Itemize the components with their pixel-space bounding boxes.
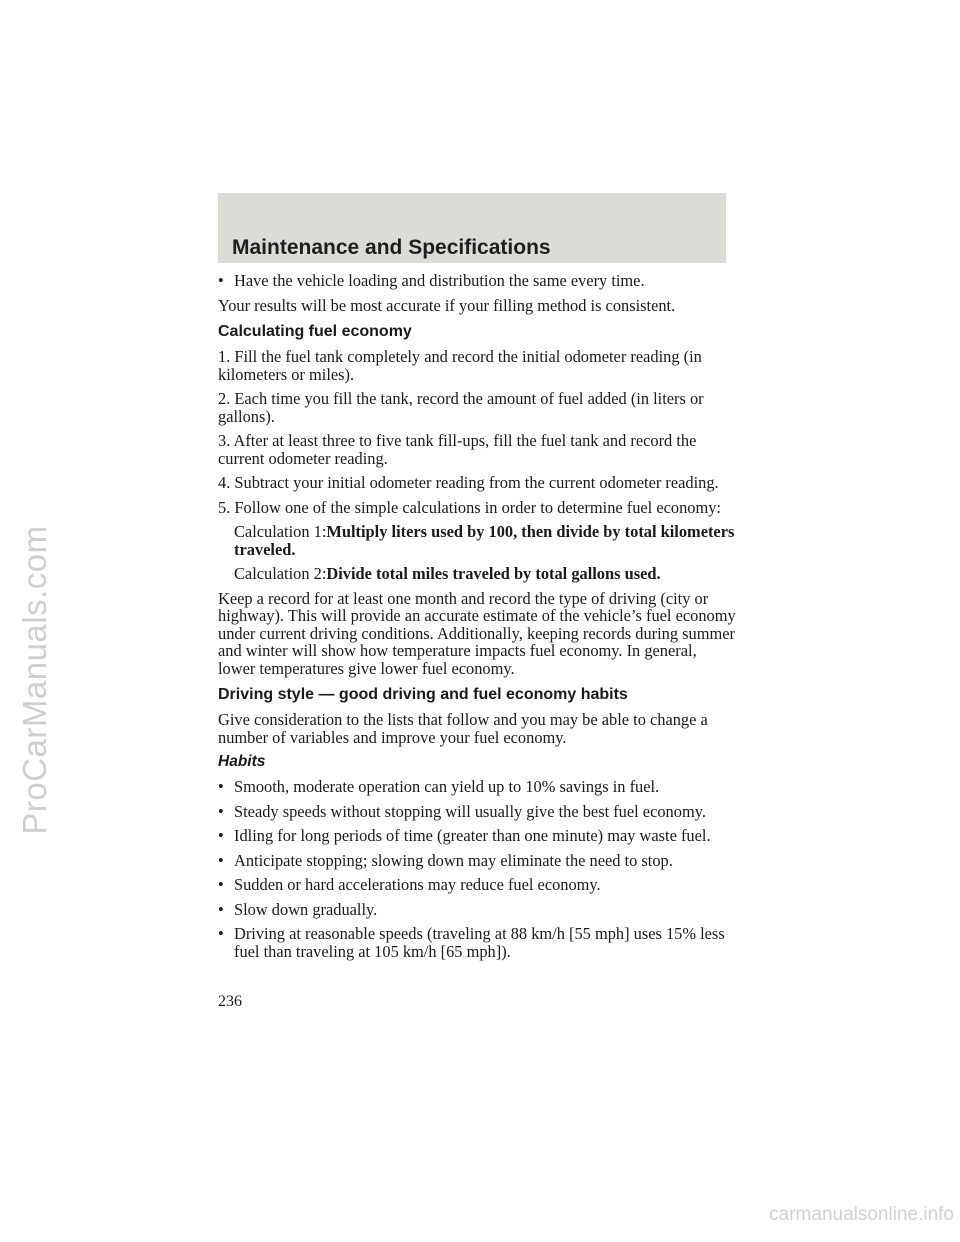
section-header — [218, 193, 726, 263]
habit-text: Sudden or hard accelerations may reduce fuel economy. — [234, 875, 601, 894]
habit-item — [218, 827, 738, 845]
paragraph-consider: Give consideration to the lists that follow and you may be able to change a number of variables and improve your fuel economy. — [218, 710, 708, 747]
habit-item — [218, 925, 738, 960]
habit-item — [218, 803, 738, 821]
habit-text: Idling for long periods of time (greater than one minute) may waste fuel. — [234, 826, 711, 845]
bottom-watermark — [0, 1204, 960, 1226]
step-3: 3. After at least three to five tank fill-ups, fill the fuel tank and record the current odometer reading. — [218, 431, 697, 468]
bullet-icon: • — [218, 875, 224, 894]
calculation-2 — [218, 565, 738, 583]
habit-item — [218, 876, 738, 894]
step-5: 5. Follow one of the simple calculations in order to determine fuel economy: — [218, 497, 721, 517]
bullet-icon: • — [218, 924, 224, 943]
bullet-item — [218, 272, 738, 290]
habit-item — [218, 852, 738, 870]
bullet-icon: • — [218, 777, 224, 796]
step-1: 1. Fill the fuel tank completely and record the initial odometer reading (in kilometers or miles). — [218, 347, 702, 384]
habit-item — [218, 901, 738, 919]
calculation-1-text: Multiply liters used by 100, then divide by total kilometers traveled. — [234, 522, 735, 559]
paragraph-record: Keep a record for at least one month and record the type of driving (city or highway). This will provide an accurate estimate of the vehicle’s fuel economy under current driving conditions. Additionally, keeping records during summer and winter will show how temperature impacts fuel economy. In general, lower temperatures give lower fuel economy. — [218, 588, 736, 678]
habit-item — [218, 778, 738, 796]
page-number: 236 — [218, 993, 242, 1010]
bottom-watermark-text: carmanualsonline.info — [769, 1204, 954, 1225]
calculation-2-text: Divide total miles traveled by total gallons used. — [326, 564, 661, 583]
habit-text: Anticipate stopping; slowing down may eliminate the need to stop. — [234, 850, 673, 870]
habit-text: Slow down gradually. — [234, 899, 378, 919]
step-2: 2. Each time you fill the tank, record the amount of fuel added (in liters or gallons). — [218, 389, 704, 426]
side-watermark — [10, 430, 60, 930]
section-title: Maintenance and Specifications — [232, 236, 551, 259]
side-watermark-text: ProCarManuals.com — [16, 525, 53, 835]
habit-text: Driving at reasonable speeds (traveling at 88 km/h [55 mph] uses 15% less fuel than traveling at 105 km/h [65 mph]). — [234, 924, 725, 961]
habit-text: Smooth, moderate operation can yield up to 10% savings in fuel. — [234, 777, 660, 796]
bullet-icon: • — [218, 826, 224, 845]
bullet-icon: • — [218, 850, 224, 870]
bullet-text: Have the vehicle loading and distribution the same every time. — [234, 271, 645, 290]
heading-habits: Habits — [218, 753, 266, 770]
bullet-icon: • — [218, 801, 224, 821]
calculation-1-label: Calculation 1: — [234, 522, 327, 541]
bullet-icon: • — [218, 271, 224, 290]
step-4: 4. Subtract your initial odometer reading from the current odometer reading. — [218, 473, 719, 492]
habit-text: Steady speeds without stopping will usually give the best fuel economy. — [234, 801, 706, 821]
calculation-2-label: Calculation 2: — [234, 564, 327, 583]
page-content — [218, 272, 738, 967]
heading-driving-style: Driving style — good driving and fuel economy habits — [218, 686, 628, 703]
heading-calculating: Calculating fuel economy — [218, 323, 412, 340]
calculation-1 — [218, 523, 738, 558]
paragraph-results: Your results will be most accurate if your filling method is consistent. — [218, 295, 676, 315]
bullet-icon: • — [218, 899, 224, 919]
